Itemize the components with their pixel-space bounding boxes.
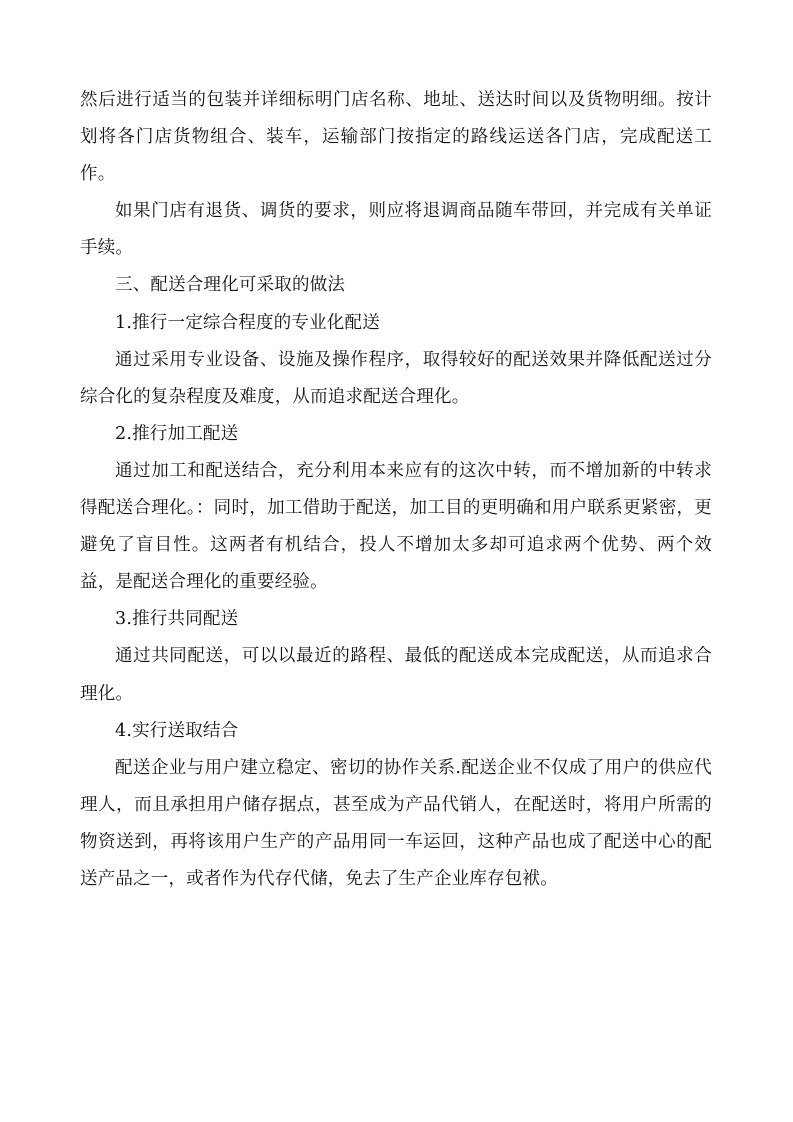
paragraph-joint-delivery: 通过共同配送，可以以最近的路程、最低的配送成本完成配送，从而追求合理化。 [80, 646, 712, 704]
paragraph-continuation: 然后进行适当的包装并详细标明门店名称、地址、送达时间以及货物明细。按计划将各门店货物组合、装车，运输部门按指定的路线运送各门店，完成配送工作。 [80, 90, 712, 185]
paragraph-send-pickup: 配送企业与用户建立稳定、密切的协作关系.配送企业不仅成了用户的供应代理人，而且承担用户储存据点，甚至成为产品代销人，在配送时，将用户所需的物资送到，再将该用户生产的产品用同一车运回，这种产品也成了配送中心的配送产品之一，或者作为代存代储，免去了生产企业库存包袱。 [80, 757, 712, 889]
subheading-4: 4.实行送取结合 [115, 720, 239, 741]
section-heading-3: 三、配送合理化可采取的做法 [115, 275, 346, 296]
subheading-3: 3.推行共同配送 [115, 609, 239, 630]
subheading-1: 1.推行一定综合程度的专业化配送 [115, 312, 380, 333]
paragraph-specialized-delivery: 通过采用专业设备、设施及操作程序，取得较好的配送效果并降低配送过分综合化的复杂程度及难度，从而追求配送合理化。 [80, 349, 712, 407]
document-page [80, 82, 712, 898]
subheading-2: 2.推行加工配送 [115, 423, 239, 444]
paragraph-returns: 如果门店有退货、调货的要求，则应将退调商品随车带回，并完成有关单证手续。 [80, 201, 712, 259]
paragraph-processing-delivery: 通过加工和配送结合，充分利用本来应有的这次中转，而不增加新的中转求得配送合理化。：同时，加工借助于配送，加工目的更明确和用户联系更紧密，更避免了盲目性。这两者有机结合，投人不增加太多却可追求两个优势、两个效益，是配送合理化的重要经验。 [80, 460, 712, 593]
